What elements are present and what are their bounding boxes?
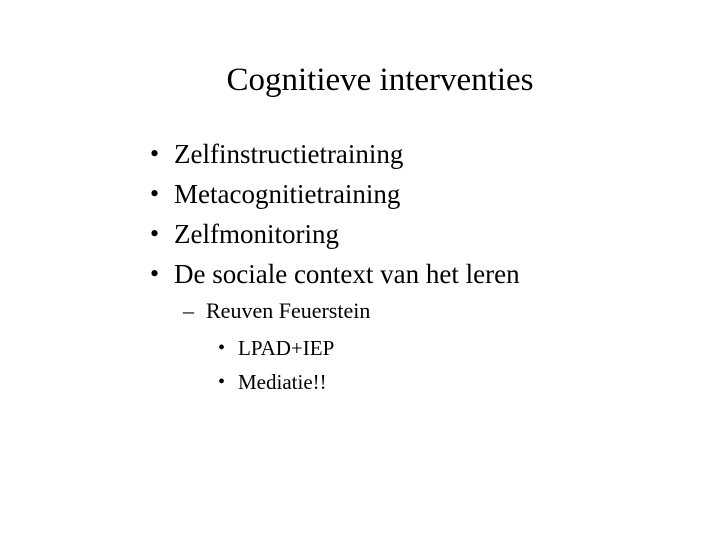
bullet-text: Zelfmonitoring [174,219,339,249]
bullet-marker: • [150,219,160,248]
bullet-text: Zelfinstructietraining [174,139,404,169]
sub-sub-bullet-item [0,365,720,399]
bullet-text: De sociale context van het leren [174,259,520,289]
sub-bullet-item [0,294,720,328]
sub-sub-bullet-marker: • [218,337,226,359]
sub-sub-bullet-text: Mediatie!! [238,370,327,394]
slide-title: Cognitieve interventies [226,62,534,98]
bullet-item [0,254,720,294]
sub-bullet-dash: – [183,298,194,323]
bullet-marker: • [150,179,160,208]
sub-sub-bullet-item [0,331,720,365]
sub-bullet-text: Reuven Feuerstein [206,298,371,323]
bullet-marker: • [150,259,160,288]
bullet-marker: • [150,139,160,168]
bullet-text: Metacognitietraining [174,179,401,209]
bullet-item [0,174,720,214]
sub-sub-bullet-marker: • [218,371,226,393]
bullet-item [0,214,720,254]
sub-sub-bullet-text: LPAD+IEP [238,336,335,360]
bullet-item [0,134,720,174]
